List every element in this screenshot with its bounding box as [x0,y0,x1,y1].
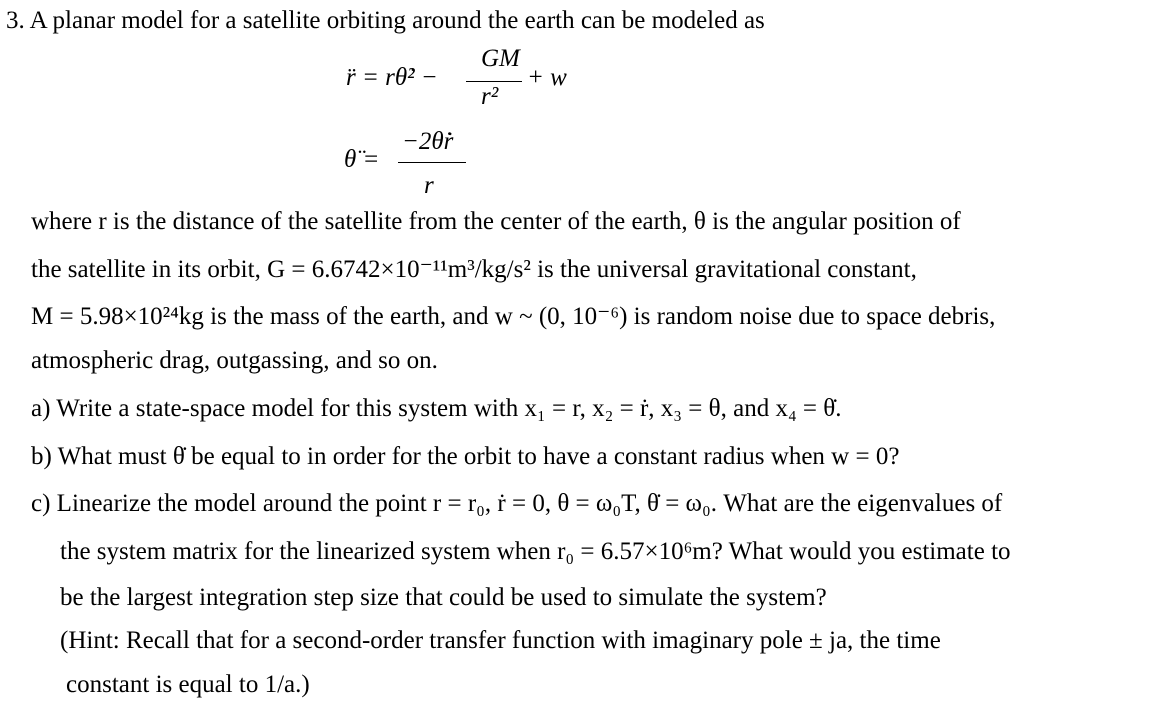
hint-line-2: constant is equal to 1/a.) [66,671,310,698]
body-line-4: atmospheric drag, outgassing, and so on. [31,347,438,374]
problem-intro-text: A planar model for a satellite orbiting around the earth can be modeled as [29,7,765,34]
part-b: b) What must θ̇ be equal to in order for the orbit to have a constant radius when w = 0? [31,443,900,470]
hint-line-1: (Hint: Recall that for a second-order transfer function with imaginary pole ± ja, the time [60,627,941,654]
eq1-lhs: r̈ = rθ̇² − [346,64,438,91]
part-c-line-3: be the largest integration step size that could be used to simulate the system? [60,584,827,611]
body-line-1: where r is the distance of the satellite from the center of the earth, θ is the angular position of [31,208,961,235]
problem-intro [6,6,765,36]
eq1-numerator: GM [481,45,520,72]
eq2-denominator: r [424,172,434,199]
part-a: a) Write a state-space model for this system with x₁ = r, x₂ = ṙ, x₃ = θ, and x₄ = θ̇. [31,395,842,422]
eq2-numerator: −2θ̇ṙ [402,128,454,155]
part-c-line-2: the system matrix for the linearized system when r₀ = 6.57×10⁶m? What would you estimate to [60,538,1011,565]
eq2-lhs: θ̈ = [344,146,380,173]
eq2-fraction-bar [398,162,466,163]
problem-number: 3. [6,7,25,34]
eq1-tail: + w [527,64,567,91]
part-c-line-1: c) Linearize the model around the point r = r₀, ṙ = 0, θ = ω₀T, θ̇ = ω₀. What are the eigenvalues of [31,490,1003,517]
body-line-3: M = 5.98×10²⁴kg is the mass of the earth, and w ~ (0, 10⁻⁶) is random noise due to space debris, [31,303,996,330]
eq1-denominator: r² [481,83,499,110]
body-line-2: the satellite in its orbit, G = 6.6742×10⁻¹¹m³/kg/s² is the universal gravitational constant, [31,256,917,283]
